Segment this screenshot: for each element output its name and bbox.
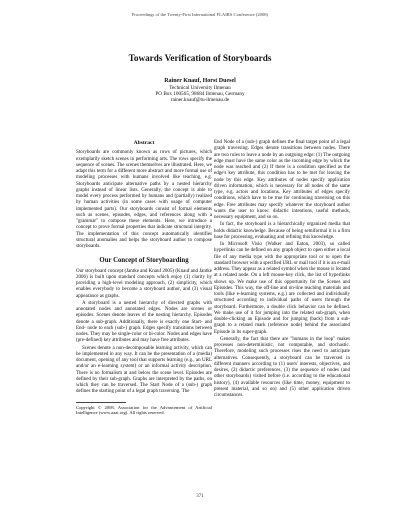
- affiliation-email: rainer.knauf@tu-ilmenau.de: [170, 97, 230, 104]
- paragraph: In Microsoft Visio (Walker and Eaton, 2003), so called hyperlinks can be defined on any graph object to open either a local file of any media type with the appropriate tool or to open the standard browser with a specified URL or mail tool if it is an e-mail address. They appear as a related symbol when the mouse is located at a related node. On a left mouse-key click, the list of hyperlinks shows up. We make use of this opportunity for the Scenes and Episodes. This way, the off-line and on-line teaching materials and tools (like e-learning systems, e.g.) are collected and individually structured according to individual paths of users through the storyboard. Furthermore, a double click behavior can be defined. We make use of it for jumping into the related sub-graph, when double-clicking an Episode and for jumping (back) from a sub-graph to a related mark (reference node) behind the associated Episode in its super-graph.: [214, 242, 350, 335]
- affiliation-address: PO Box 100565, 98684 Ilmenau, Germany: [155, 91, 245, 98]
- page-number: 371: [196, 494, 204, 499]
- paragraph: Our storyboard concept (Jantke and Knauf 2005) (Knauf and Jantke 2006) is built upon standard concepts which enjoy (1) clarity by providing a high-level modeling approach, (2) simplicity, which enables everybody to become a storyboard author, and (3) visual appearance as graphs.: [76, 268, 212, 299]
- left-column: [76, 140, 212, 415]
- affiliation-institution: Technical University Ilmenau: [169, 85, 231, 91]
- paragraph: In fact, the storyboard is a hierarchically organized media that holds didactic knowledge. Because of being semiformal it is a firm base for processing, evaluating and refining this knowledge.: [214, 222, 350, 240]
- section-heading: Our Concept of Storyboarding: [99, 257, 189, 265]
- paragraph: End Node of a (sub-) graph defines the final target point of a legal graph traversing. Edges denote transitions between nodes. There are two rules to leave a node by an outgoing edge: (1) The outgoing edge must have the same color as the incoming edge by which the node was reached and (2) If there is a condition specified as the edge's key attribute, this condition has to be met for leaving the node by this edge. Key attributes of nodes specify application driven information, which is necessary for all nodes of the same type, e.g. actors and locations. Key attributes of edges specify conditions, which have to be true for continuing traversing on this edge. Free attributes may specify whatever the storyboard author wants the user to know: didactic intentions, useful methods, necessary equipment, and so on.: [214, 140, 350, 220]
- abstract-heading: Abstract: [133, 140, 155, 146]
- paragraph: Generally, the fact that there are "humans in the loop" makes processes non-deterministic, not computable, and stochastic. Therefore, modeling such processes rises the need to anticipate alternatives. Consequently, a storyboard can be traversed in different manners according to (1) users' interests, objectives, and desires, (2) didactic preferences, (3) the sequence of nodes (and other storyboards) visited before (i.e. according to the educational history), (4) available resources (like time, money, equipment to present material, and so on) and (5) other application driven circumstances.: [214, 336, 350, 398]
- paragraph: Scenes denote a non-decomposable learning activity, which can be implemented in any way. It can be the presentation of a (media) document, opening of any tool that supports learning (e.g., an URL and/or an e-learning system) or an informal activity description. There is no formalism at and below the scene level. Episodes are defined by their sub-graph. Graphs are interpreted by the paths, on which they can be traversed. The Start Node of a (sub-) graph defines the starting point of a legal graph traversing. The: [76, 345, 212, 395]
- paper-title: Towards Verification of Storyboards: [128, 53, 272, 63]
- copyright-footnote: Copyright © 2008, Association for the Advancement of Artificial Intelligence (www.aaai.org). All rights reserved.: [76, 404, 212, 415]
- paragraph: A storyboard is a nested hierarchy of directed graphs with annotated nodes and annotated edges. Nodes are scenes or episodes. Scenes denote leaves of the nesting hierarchy. Episodes denote a sub-graph. Additionally, there is exactly one Start- and End- node to each (sub-) graph. Edges specify transitions between nodes. They may be single-color or bi-color. Nodes and edges have (pre-defined) key attributes and may have free attributes.: [76, 300, 212, 344]
- right-column: [214, 140, 350, 400]
- footnote-rule: [76, 402, 126, 403]
- title-block: [0, 52, 400, 104]
- authors: Rainer Knauf, Horst Duesel: [164, 78, 236, 84]
- proceedings-header: Proceedings of the Twenty-First International FLAIRS Conference (2008): [131, 12, 269, 17]
- abstract-text: Storyboards are commonly known as rows of pictures, which exemplarily sketch scenes in performing arts. The rows specify the sequence of scenes. The scenes themselves are illustrated. Here, we adapt this term for a different more abstract and more formal use of modeling processes with humans involved like teaching, e.g. Storyboards anticipate alternative paths by a nested hierarchy graphs instead of linear lists. Generally, the concept is able to model every process performed by humans and (partially) realized by human activities (in some cases with usage of computer implemented parts). Our storyboards consist of formal elements such as scenes, episodes, edges, and references along with a "grammar" to compose these elements. Here, we introduce a concept to prove formal properties that indicate structural integrity. The implementation of this concept automatically identifies structural anomalies and helps the storyboard author to compose storyboards.: [76, 150, 212, 249]
